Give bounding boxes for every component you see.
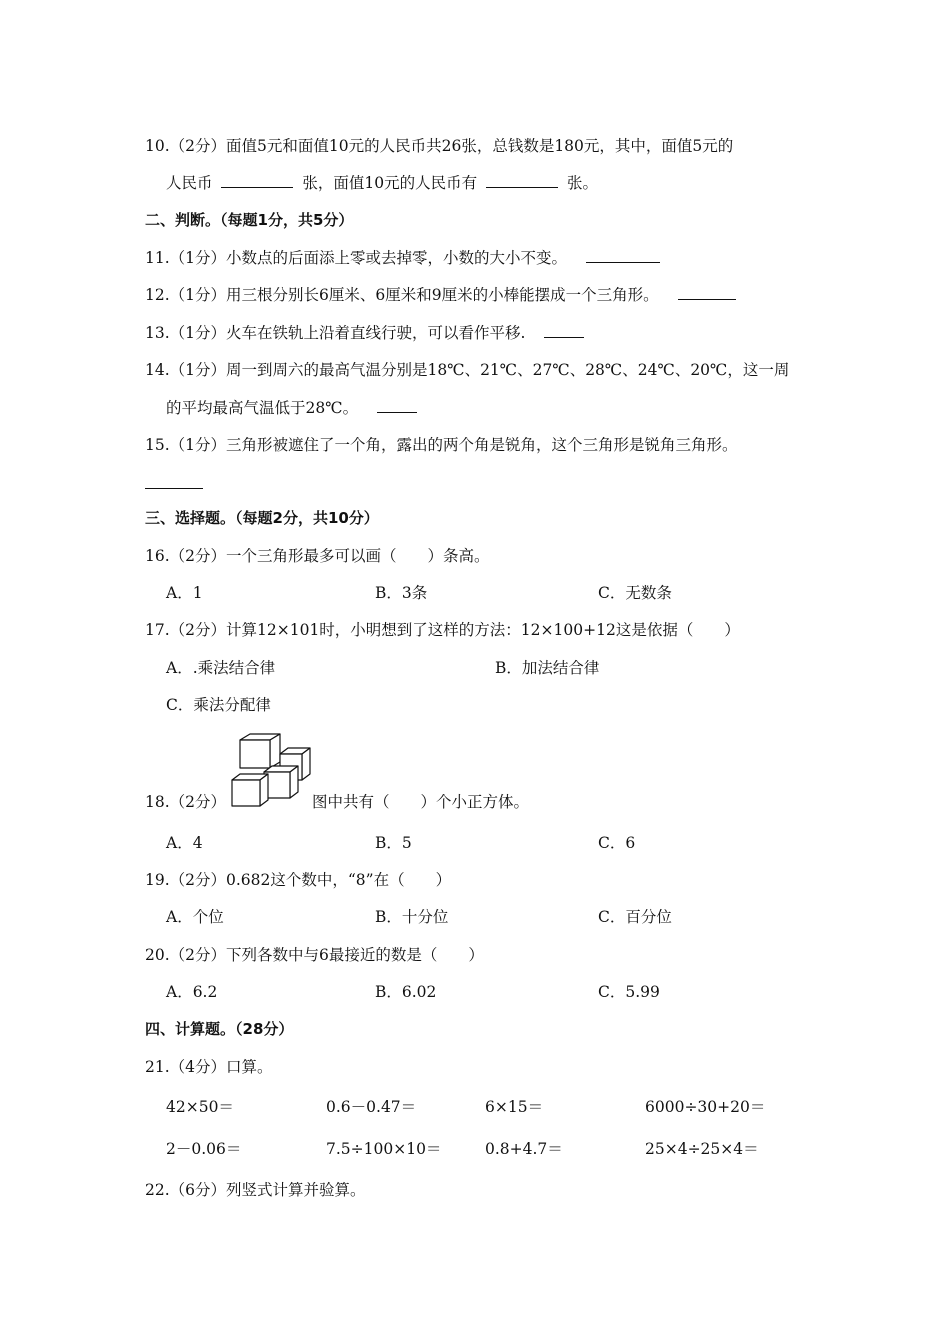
q18-option-b[interactable]: B．5 — [375, 834, 412, 852]
q13 — [145, 323, 588, 343]
q10-text-b: 张，面值10元的人民币有 — [302, 174, 478, 192]
q15-text: 15.（1分）三角形被遮住了一个角，露出的两个角是锐角，这个三角形是锐角三角形。 — [145, 436, 738, 454]
mental-math-item: 0.8+4.7＝ — [485, 1140, 563, 1158]
q11-text: 11.（1分）小数点的后面添上零或去掉零，小数的大小不变。 — [145, 249, 568, 267]
answer-blank[interactable] — [145, 488, 203, 489]
mental-math-item: 6×15＝ — [485, 1098, 544, 1116]
q13-text: 13.（1分）火车在铁轨上沿着直线行驶，可以看作平移. — [145, 324, 526, 342]
q19-option-b[interactable]: B．十分位 — [375, 908, 449, 926]
q18-option-c[interactable]: C．6 — [598, 834, 636, 852]
q17-stem: 17.（2分）计算12×101时，小明想到了这样的方法：12×100+12这是依据（ ） — [145, 621, 740, 639]
answer-blank[interactable] — [486, 173, 558, 188]
answer-blank[interactable] — [377, 398, 417, 413]
q14-line1: 14.（1分）周一到周六的最高气温分别是18℃、21℃、27℃、28℃、24℃、20℃，这一周 — [145, 361, 790, 379]
q20-stem: 20.（2分）下列各数中与6最接近的数是（ ） — [145, 946, 484, 964]
q22-stem: 22.（6分）列竖式计算并验算。 — [145, 1181, 366, 1199]
answer-blank[interactable] — [586, 248, 660, 263]
q10-text-c: 张。 — [567, 174, 599, 192]
q16-stem: 16.（2分）一个三角形最多可以画（ ）条高。 — [145, 547, 490, 565]
q10-line1: 10.（2分）面值5元和面值10元的人民币共26张，总钱数是180元，其中，面值5元的 — [145, 137, 734, 155]
q19-stem: 19.（2分）0.682这个数中，“8”在（ ） — [145, 871, 452, 889]
q19-option-c[interactable]: C．百分位 — [598, 908, 672, 926]
section-heading-choice: 三、选择题。（每题2分，共10分） — [145, 509, 379, 527]
q18-option-a[interactable]: A．4 — [166, 834, 203, 852]
mental-math-item: 7.5÷100×10＝ — [326, 1140, 442, 1158]
q19-option-a[interactable]: A．个位 — [166, 908, 224, 926]
q14-line2 — [166, 398, 421, 418]
q18-stem-post: 图中共有（ ）个小正方体。 — [312, 793, 530, 811]
q17-option-b[interactable]: B．加法结合律 — [495, 659, 600, 677]
q20-option-b[interactable]: B．6.02 — [375, 983, 437, 1001]
q10-text-a: 人民币 — [166, 174, 213, 192]
q17-option-a[interactable]: A．.乘法结合律 — [166, 659, 276, 677]
q20-option-c[interactable]: C．5.99 — [598, 983, 660, 1001]
q20-option-a[interactable]: A．6.2 — [166, 983, 218, 1001]
q11 — [145, 248, 664, 268]
answer-blank[interactable] — [544, 323, 584, 338]
q21-stem: 21.（4分）口算。 — [145, 1058, 273, 1076]
q12 — [145, 285, 740, 305]
section-heading-judgment: 二、判断。（每题1分，共5分） — [145, 211, 354, 229]
answer-blank[interactable] — [221, 173, 293, 188]
mental-math-item: 2－0.06＝ — [166, 1140, 242, 1158]
q10-line2 — [166, 173, 598, 193]
answer-blank[interactable] — [678, 285, 736, 300]
section-heading-calculation: 四、计算题。（28分） — [145, 1020, 294, 1038]
q18-stem-pre: 18.（2分） — [145, 793, 227, 811]
cube-stack-figure — [228, 732, 314, 810]
q16-option-b[interactable]: B．3条 — [375, 584, 428, 602]
mental-math-item: 0.6－0.47＝ — [326, 1098, 417, 1116]
mental-math-item: 25×4÷25×4＝ — [645, 1140, 759, 1158]
q14-text: 的平均最高气温低于28℃。 — [166, 399, 359, 417]
q16-option-a[interactable]: A．1 — [166, 584, 203, 602]
q17-option-c[interactable]: C．乘法分配律 — [166, 696, 271, 714]
q12-text: 12.（1分）用三根分别长6厘米、6厘米和9厘米的小棒能摆成一个三角形。 — [145, 286, 659, 304]
q16-option-c[interactable]: C．无数条 — [598, 584, 672, 602]
mental-math-item: 6000÷30+20＝ — [645, 1098, 766, 1116]
mental-math-item: 42×50＝ — [166, 1098, 234, 1116]
